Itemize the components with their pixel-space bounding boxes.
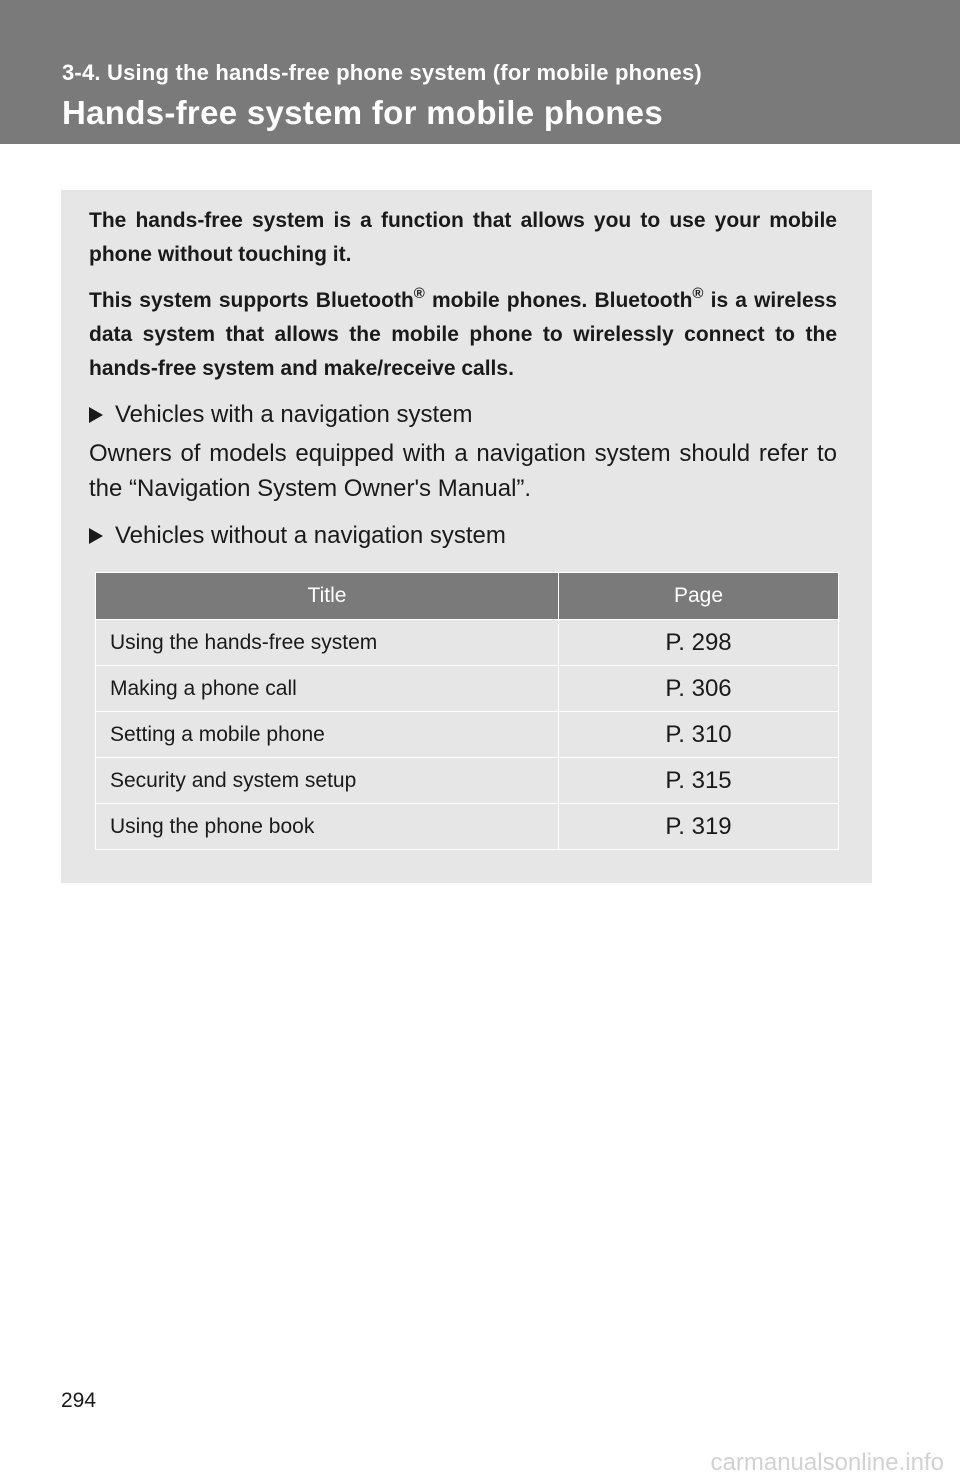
- right-triangle-icon: [89, 407, 103, 423]
- table-row: [96, 666, 839, 712]
- with-nav-heading: [89, 400, 473, 430]
- right-triangle-icon: [89, 528, 103, 544]
- table-row: [96, 804, 839, 850]
- row-page-link[interactable]: P. 298: [559, 620, 839, 666]
- row-page-link[interactable]: P. 306: [559, 666, 839, 712]
- table-row: [96, 620, 839, 666]
- row-page-link[interactable]: P. 310: [559, 712, 839, 758]
- page-title: Hands-free system for mobile phones: [62, 94, 663, 131]
- row-page-link[interactable]: P. 319: [559, 804, 839, 850]
- table-row: [96, 758, 839, 804]
- intro-text-part-1: This system supports Bluetooth: [89, 289, 414, 312]
- intro-text-part-3: is a wireless data system that allows the mobile phone to wirelessly connect to the hands-free system and make/receive calls.: [89, 289, 837, 380]
- info-box: [61, 190, 872, 883]
- table-row: [96, 712, 839, 758]
- row-title: Making a phone call: [96, 666, 559, 712]
- registered-mark: ®: [413, 285, 425, 302]
- intro-paragraph-2: [89, 284, 837, 386]
- section-label: 3-4. Using the hands-free phone system (for mobile phones): [62, 60, 702, 85]
- intro-paragraph-1: The hands-free system is a function that allows you to use your mobile phone without touching it.: [89, 209, 837, 266]
- header-band: [0, 0, 960, 144]
- column-header-title: Title: [96, 573, 559, 620]
- contents-table: [95, 572, 839, 850]
- registered-mark: ®: [692, 285, 704, 302]
- without-nav-heading-text: Vehicles without a navigation system: [115, 522, 506, 549]
- watermark: carmanualsonline.info: [710, 1449, 944, 1476]
- page-number: 294: [61, 1389, 97, 1412]
- intro-text-part-2: mobile phones. Bluetooth: [424, 289, 693, 312]
- with-nav-heading-text: Vehicles with a navigation system: [115, 401, 473, 428]
- without-nav-heading: [89, 521, 506, 551]
- row-title: Using the phone book: [96, 804, 559, 850]
- column-header-page: Page: [559, 573, 839, 620]
- row-title: Security and system setup: [96, 758, 559, 804]
- row-title: Using the hands-free system: [96, 620, 559, 666]
- nav-manual-note: Owners of models equipped with a navigation system should refer to the “Navigation System Owner's Manual”.: [89, 440, 837, 502]
- table-header-row: [96, 573, 839, 620]
- row-page-link[interactable]: P. 315: [559, 758, 839, 804]
- row-title: Setting a mobile phone: [96, 712, 559, 758]
